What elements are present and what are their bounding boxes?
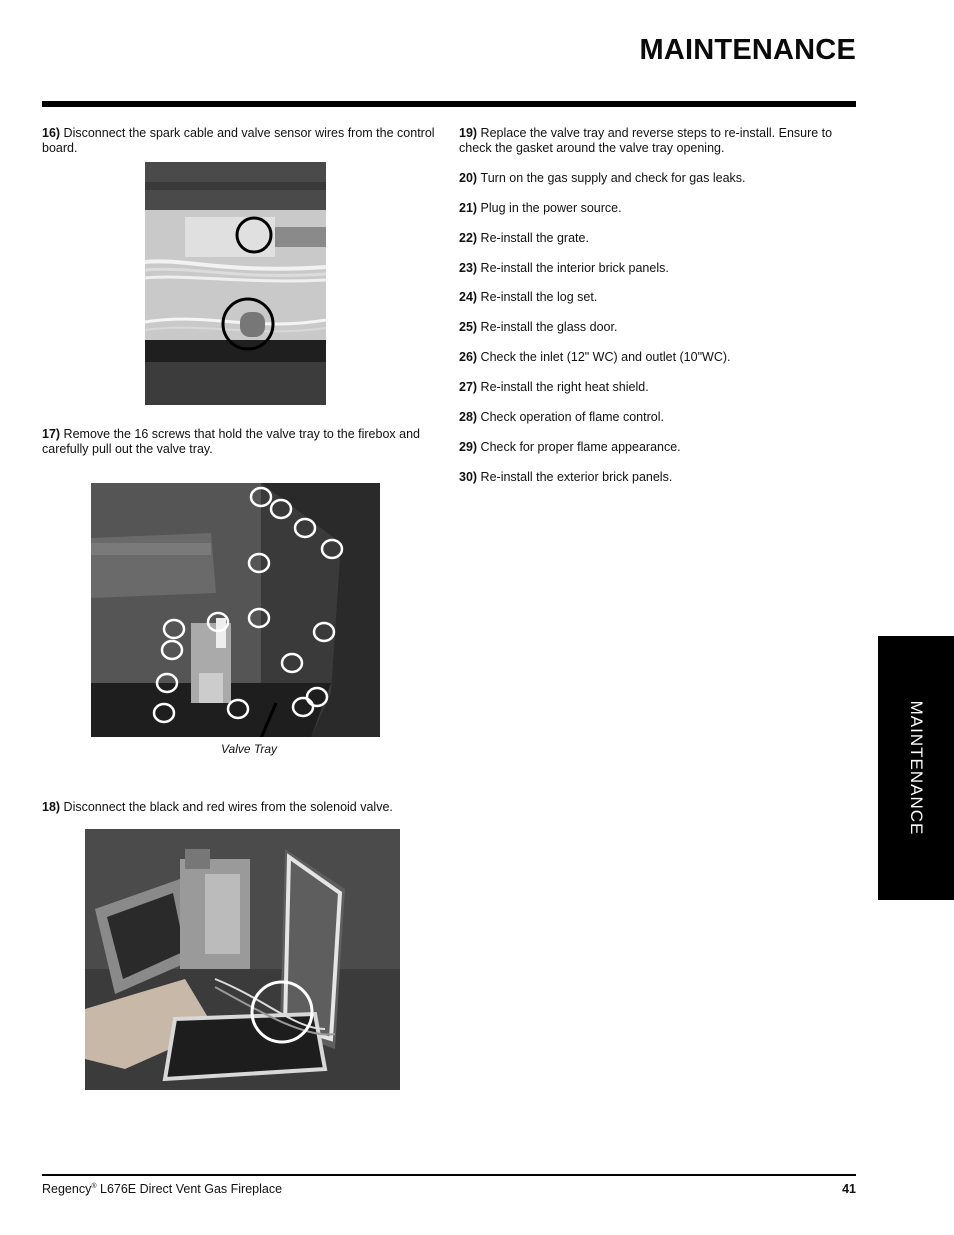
step-16	[42, 126, 442, 156]
step-number: 18)	[42, 800, 64, 814]
control-board-photo	[145, 162, 326, 405]
step-29	[459, 440, 854, 455]
figure-caption: Valve Tray	[221, 742, 278, 756]
solenoid-valve-photo	[85, 829, 400, 1090]
header-rule	[42, 101, 856, 107]
step-19	[459, 126, 854, 156]
step-30	[459, 470, 854, 485]
step-28	[459, 410, 854, 425]
step-number: 27)	[459, 380, 481, 394]
page-title: MAINTENANCE	[639, 34, 856, 66]
step-26	[459, 350, 854, 365]
step-17	[42, 427, 442, 457]
step-number: 19)	[459, 126, 481, 140]
step-text: Remove the 16 screws that hold the valve tray to the firebox and carefully pull out the valve tray.	[42, 427, 420, 456]
step-21	[459, 201, 854, 216]
step-text: Disconnect the spark cable and valve sensor wires from the control board.	[42, 126, 435, 155]
step-25	[459, 320, 854, 335]
step-text: Re-install the exterior brick panels.	[480, 470, 673, 484]
step-number: 28)	[459, 410, 481, 424]
step-18	[42, 800, 442, 815]
step-text: Replace the valve tray and reverse steps to re-install. Ensure to check the gasket around the valve tray opening.	[459, 126, 833, 155]
footer-rule	[42, 1174, 856, 1176]
footer-product	[42, 1182, 282, 1196]
step-text: Disconnect the black and red wires from the solenoid valve.	[63, 800, 393, 814]
step-text: Check the inlet (12" WC) and outlet (10"WC).	[480, 350, 731, 364]
page-number: 41	[842, 1182, 856, 1196]
step-text: Re-install the right heat shield.	[480, 380, 649, 394]
step-23	[459, 261, 854, 276]
step-20	[459, 171, 854, 186]
step-number: 23)	[459, 261, 481, 275]
step-text: Plug in the power source.	[480, 201, 622, 215]
valve-tray-photo	[91, 483, 380, 737]
step-text: Re-install the glass door.	[480, 320, 618, 334]
section-side-tab	[878, 636, 954, 900]
step-number: 30)	[459, 470, 481, 484]
side-tab-label: MAINTENANCE	[907, 700, 926, 836]
step-number: 21)	[459, 201, 481, 215]
step-number: 20)	[459, 171, 481, 185]
step-text: Re-install the grate.	[480, 231, 589, 245]
step-number: 25)	[459, 320, 481, 334]
footer-brand: Regency	[42, 1182, 92, 1196]
step-number: 16)	[42, 126, 64, 140]
step-text: Check for proper flame appearance.	[480, 440, 681, 454]
step-number: 17)	[42, 427, 64, 441]
step-number: 29)	[459, 440, 481, 454]
registered-mark: ®	[91, 1182, 97, 1190]
step-number: 22)	[459, 231, 481, 245]
step-number: 26)	[459, 350, 481, 364]
step-text: Turn on the gas supply and check for gas leaks.	[480, 171, 746, 185]
step-24	[459, 290, 854, 305]
step-text: Check operation of flame control.	[480, 410, 664, 424]
step-number: 24)	[459, 290, 481, 304]
step-27	[459, 380, 854, 395]
step-text: Re-install the interior brick panels.	[480, 261, 669, 275]
step-text: Re-install the log set.	[480, 290, 598, 304]
step-22	[459, 231, 854, 246]
footer-product-name: L676E Direct Vent Gas Fireplace	[96, 1182, 283, 1196]
